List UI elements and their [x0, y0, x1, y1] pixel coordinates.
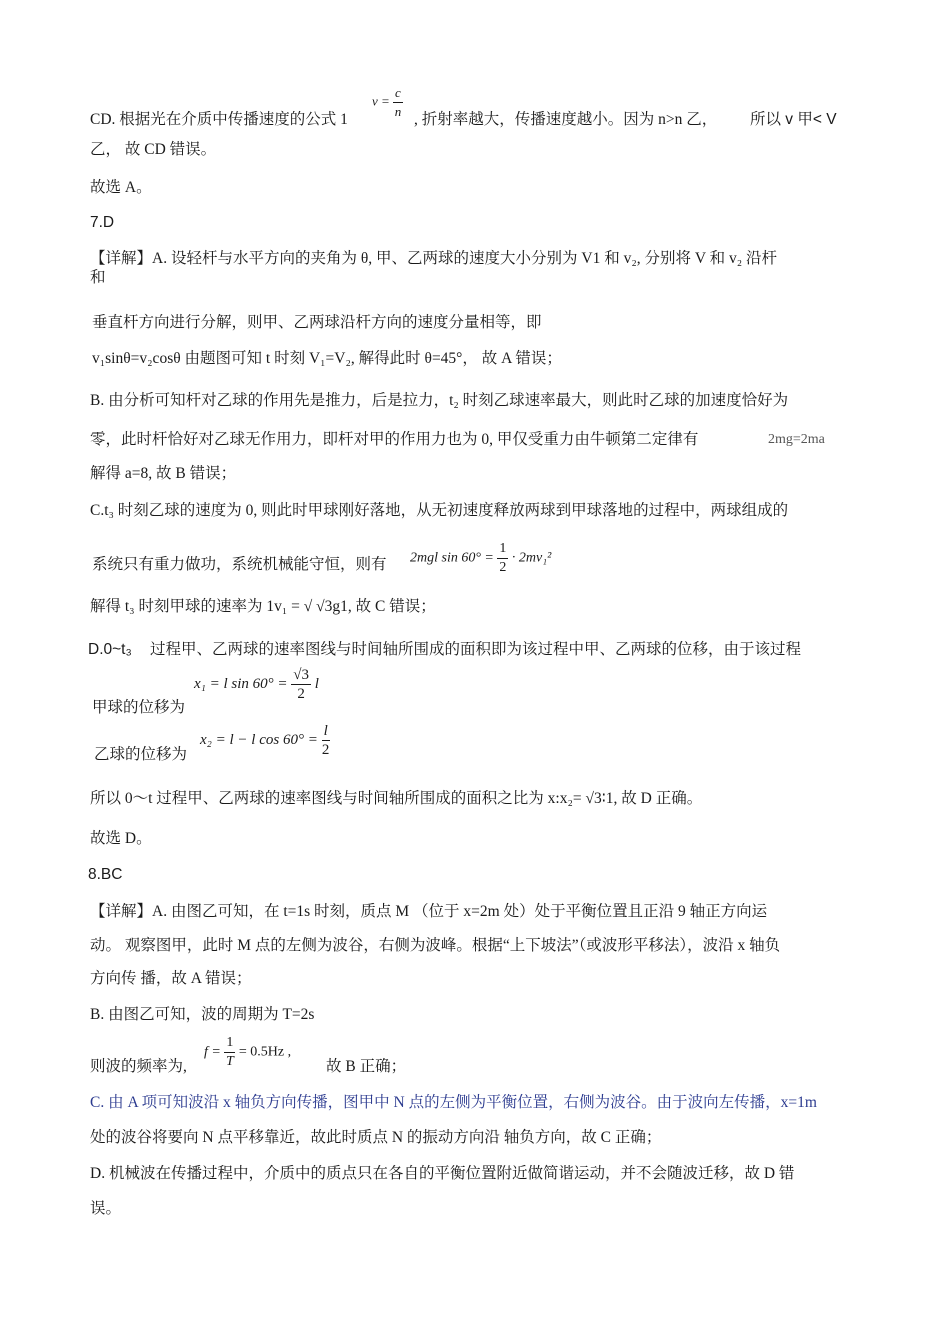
- formula-freq-fraction: [224, 1034, 235, 1071]
- formula-x1-lhs: x₁ = l sin 60° =: [194, 675, 288, 692]
- q8-c-2: 处的波谷将要向 N 点平移靠近，故此时质点 N 的振动方向沿 轴负方向，故 C 正确；: [90, 1129, 662, 1146]
- formula-speed-lhs: v =: [372, 93, 390, 109]
- q7-c-1: C.t₃ 时刻乙球的速度为 0, 则此时甲球刚好落地，从无初速度释放两球到甲球落地的过程中，两球组成的: [90, 502, 789, 519]
- formula-freq-rhs: = 0.5Hz ,: [238, 1044, 292, 1060]
- cd-line-2: 乙， 故 CD 错误。: [90, 141, 217, 158]
- q7-d-label: D.0~t₃: [88, 641, 132, 658]
- formula-speed: [372, 84, 403, 121]
- formula-freq-lhs: f =: [204, 1044, 221, 1060]
- formula-freq: [204, 1034, 291, 1071]
- q7-detail-1: 【详解】A. 设轻杆与水平方向的夹角为 θ, 甲、乙两球的速度大小分别为 V1 和 v₂, 分别将 V 和 v₂ 沿杆: [90, 250, 778, 267]
- formula-energy: [410, 540, 551, 577]
- q7-c-3: 解得 t₃ 时刻甲球的速率为 1v₁ = √ √3g1, 故 C 错误；: [90, 598, 436, 615]
- formula-x1: [194, 666, 319, 703]
- formula-speed-num: c: [393, 84, 403, 103]
- q7-c-2: 系统只有重力做功，系统机械能守恒，则有: [92, 556, 387, 573]
- formula-x2-num: l: [323, 723, 328, 739]
- q7-d-1: 过程甲、乙两球的速率图线与时间轴所围成的面积即为该过程中甲、乙两球的位移，由于该过程: [150, 641, 802, 658]
- q7-d-2: 甲球的位移为: [92, 699, 186, 716]
- q8-b-1: B. 由图乙可知，波的周期为 T=2s: [90, 1006, 315, 1023]
- cd-line-1a: CD. 根据光在介质中传播速度的公式 1: [90, 111, 348, 128]
- formula-x2-lhs: x₂ = l − l cos 60° =: [200, 731, 318, 748]
- q7-b-3: 解得 a=8, 故 B 错误；: [90, 465, 237, 482]
- q7-detail-3: v₁sinθ=v₂cosθ 由题图可知 t 时刻 V₁=V₂, 解得此时 θ=45°， 故 A 错误；: [92, 350, 562, 367]
- formula-freq-num: 1: [224, 1034, 235, 1053]
- answer-d: 故选 D。: [90, 830, 152, 847]
- q8-heading: 8.BC: [88, 866, 123, 883]
- formula-energy-den: 2: [499, 560, 507, 575]
- q7-b-2: 零，此时杆恰好对乙球无作用力，即杆对甲的作用力也为 0, 甲仅受重力由牛顿第二定律有: [90, 431, 699, 448]
- formula-x2-den: 2: [321, 742, 330, 758]
- q8-c-1: C. 由 A 项可知波沿 x 轴负方向传播，图甲中 N 点的左侧为平衡位置，右侧为波谷。由于波向左传播，x=1m: [90, 1094, 817, 1111]
- formula-energy-lhs: 2mgl sin 60° =: [410, 550, 494, 566]
- formula-speed-den: n: [394, 104, 402, 119]
- formula-energy-num: 1: [497, 540, 508, 559]
- q8-d-1: D. 机械波在传播过程中，介质中的质点只在各自的平衡位置附近做简谐运动，并不会随波迁移，故 D 错: [90, 1165, 795, 1182]
- q7-detail-2: 垂直杆方向进行分解，则甲、乙两球沿杆方向的速度分量相等，即: [92, 314, 542, 331]
- q8-d-2: 误。: [90, 1200, 122, 1217]
- q7-detail-1-wrap: 和: [90, 269, 106, 286]
- q7-d-4: 所以 0～t 过程甲、乙两球的速率图线与时间轴所围成的面积之比为 x:x₂= √3∶1, 故 D 正确。: [90, 790, 703, 807]
- q8-a-2: 动。 观察图甲，此时 M 点的左侧为波谷，右侧为波峰。根据“上下坡法”（或波形平移法），波沿 x 轴负: [90, 937, 781, 954]
- q7-d-3: 乙球的位移为: [94, 746, 188, 763]
- q8-a-1: 【详解】A. 由图乙可知，在 t=1s 时刻，质点 M （位于 x=2m 处）处于平衡位置且正沿 9 轴正方向运: [90, 903, 768, 920]
- formula-x1-rhs: l: [314, 675, 319, 692]
- formula-x1-fraction: [291, 666, 311, 703]
- cd-line-1c: 所以 v 甲< V: [750, 111, 837, 128]
- formula-energy-fraction: [497, 540, 508, 577]
- q7-b-2-eq: 2mg=2ma: [768, 432, 825, 447]
- answer-a: 故选 A。: [90, 179, 152, 196]
- formula-speed-fraction: [393, 84, 403, 121]
- q7-heading: 7.D: [90, 214, 115, 231]
- formula-x1-num: √3: [293, 667, 310, 683]
- q8-a-3: 方向传 播，故 A 错误；: [90, 970, 252, 987]
- formula-x2: [200, 722, 330, 759]
- formula-x2-fraction: [322, 722, 330, 759]
- cd-line-1b: , 折射率越大，传播速度越小。因为 n>n 乙，: [414, 111, 718, 128]
- q8-b-2-tail: 故 B 正确；: [326, 1058, 407, 1075]
- formula-x1-den: 2: [297, 686, 305, 702]
- formula-energy-rhs: · 2mv₁²: [511, 550, 552, 566]
- q8-b-2: 则波的频率为,: [90, 1058, 187, 1075]
- q7-b-1: B. 由分析可知杆对乙球的作用先是推力，后是拉力，t₂ 时刻乙球速率最大，则此时乙球的加速度恰好为: [90, 392, 789, 409]
- formula-freq-den: T: [225, 1054, 234, 1069]
